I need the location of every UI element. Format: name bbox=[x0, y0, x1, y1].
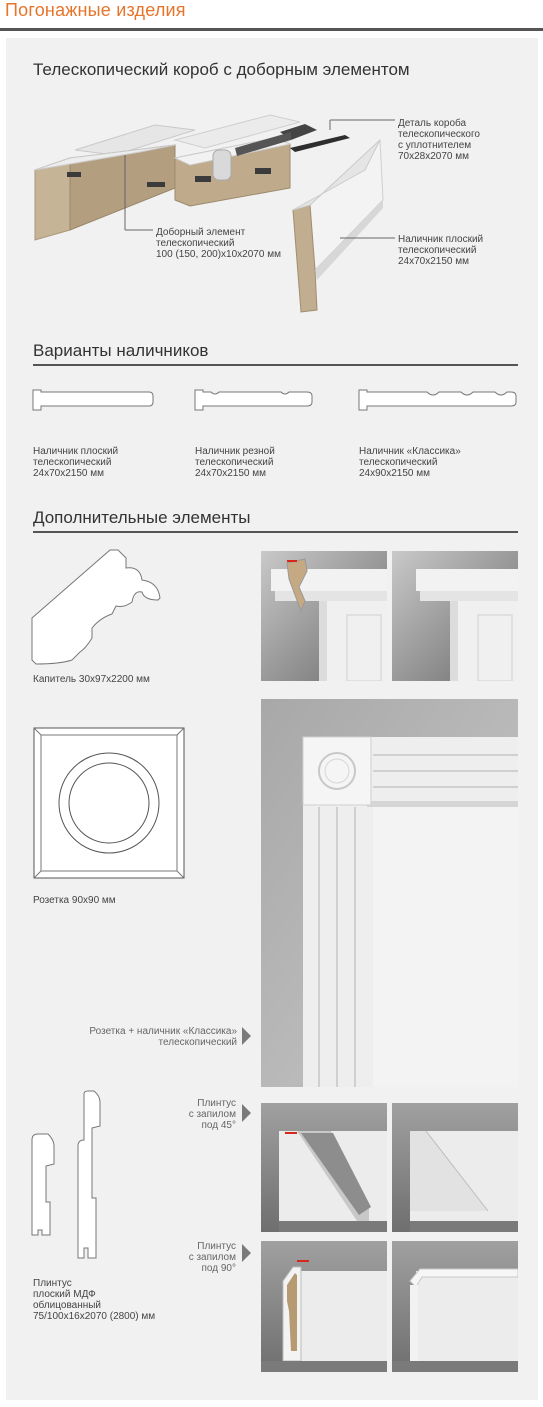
variant-flat-label: Наличник плоский телескопический 24x70x2150 мм bbox=[33, 446, 119, 479]
capital-label: Капитель 30x97x2200 мм bbox=[33, 674, 150, 685]
plinth-90-photo-1 bbox=[261, 1241, 387, 1372]
plinth-45-photo-2 bbox=[392, 1103, 518, 1232]
section-heading-casing-variants: Варианты наличников bbox=[33, 341, 209, 360]
section-divider bbox=[33, 531, 518, 533]
plinth-90-photo-2 bbox=[392, 1241, 518, 1372]
page-title: Погонажные изделия bbox=[5, 0, 186, 20]
frame-detail-label: Деталь короба телескопического с уплотнителем 70x28x2070 мм bbox=[398, 118, 480, 162]
variant-classic-label: Наличник «Классика» телескопический 24x90x2150 мм bbox=[359, 446, 461, 479]
rosette-profile bbox=[33, 727, 185, 879]
arrow-right-icon bbox=[242, 1104, 251, 1122]
arrow-right-icon bbox=[242, 1244, 251, 1262]
rosette-combo-label: Розетка + наличник «Классика» телескопический bbox=[89, 1026, 237, 1048]
capital-install-photo-2 bbox=[392, 551, 518, 681]
casing-profile-classic bbox=[357, 388, 519, 412]
section-divider bbox=[33, 364, 518, 366]
flat-casing-label: Наличник плоский телескопический 24x70x2150 мм bbox=[398, 234, 484, 267]
plinth-profiles bbox=[28, 1090, 128, 1265]
section-heading-additional-elements: Дополнительные элементы bbox=[33, 508, 251, 527]
plinth-90-label: Плинтус с запилом под 90° bbox=[188, 1241, 236, 1274]
capital-install-photo-1 bbox=[261, 551, 387, 681]
capital-profile bbox=[30, 548, 165, 666]
rosette-casing-photo bbox=[261, 699, 518, 1087]
section-heading-telescopic-frame: Телескопический короб с доборным элементом bbox=[33, 60, 410, 79]
rosette-label: Розетка 90x90 мм bbox=[33, 895, 116, 906]
extension-element-label: Доборный элемент телескопический 100 (150, 200)x10x2070 мм bbox=[156, 227, 281, 260]
title-divider bbox=[0, 28, 543, 31]
casing-profile-carved bbox=[193, 388, 315, 412]
plinth-label: Плинтус плоский МДФ облицованный 75/100x16x2070 (2800) мм bbox=[33, 1278, 156, 1322]
plinth-45-photo-1 bbox=[261, 1103, 387, 1232]
plinth-45-label: Плинтус с запилом под 45° bbox=[188, 1098, 236, 1131]
casing-profile-flat bbox=[31, 388, 156, 412]
telescopic-frame-illustration bbox=[25, 110, 395, 315]
arrow-right-icon bbox=[242, 1027, 251, 1045]
variant-carved-label: Наличник резной телескопический 24x70x2150 мм bbox=[195, 446, 275, 479]
